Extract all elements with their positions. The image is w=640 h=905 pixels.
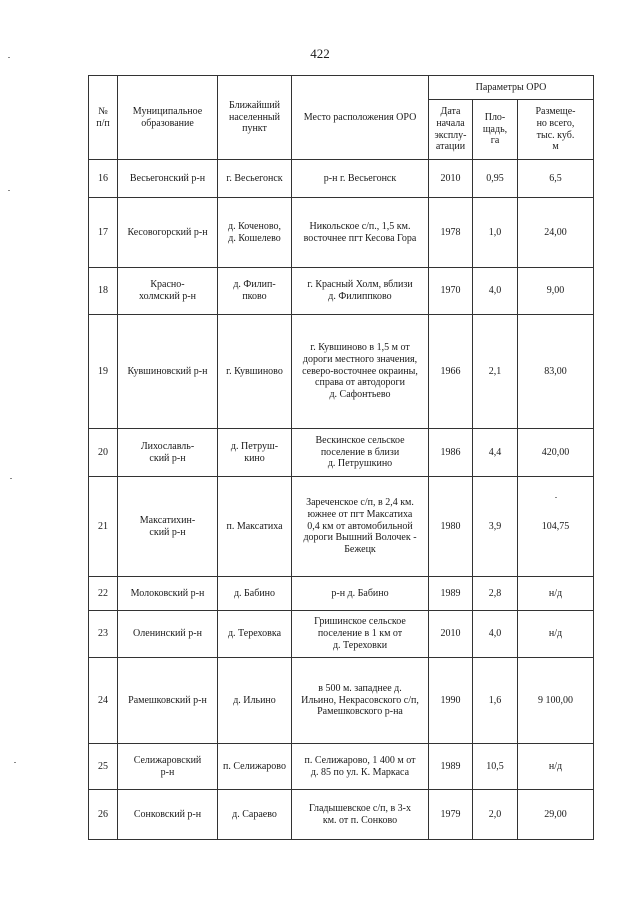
- cell-volume: н/д: [518, 611, 594, 658]
- cell-num: 18: [89, 268, 118, 315]
- cell-volume: 9,00: [518, 268, 594, 315]
- cell-year: 1989: [429, 744, 473, 790]
- scan-speck: [10, 478, 12, 479]
- cell-settlement: д. Коченово, д. Кошелево: [218, 198, 292, 268]
- cell-volume: 6,5: [518, 160, 594, 198]
- cell-num: 24: [89, 658, 118, 744]
- cell-num: 23: [89, 611, 118, 658]
- header-params-group: Параметры ОРО: [429, 76, 594, 100]
- cell-settlement: д. Бабино: [218, 577, 292, 611]
- cell-settlement: д. Тереховка: [218, 611, 292, 658]
- cell-num: 20: [89, 429, 118, 477]
- cell-volume: н/д: [518, 744, 594, 790]
- cell-area: 0,95: [473, 160, 518, 198]
- cell-municipality: Рамешковский р-н: [118, 658, 218, 744]
- cell-area: 1,6: [473, 658, 518, 744]
- cell-municipality: Сонковский р-н: [118, 790, 218, 840]
- scan-speck: [555, 497, 557, 498]
- table-row: [89, 790, 594, 840]
- table-row: [89, 160, 594, 198]
- header-settlement: Ближайший населенный пункт: [218, 76, 292, 160]
- header-num: № п/п: [89, 76, 118, 160]
- cell-year: 1980: [429, 477, 473, 577]
- cell-location: г. Красный Холм, вблизи д. Филиппково: [292, 268, 429, 315]
- cell-volume: 83,00: [518, 315, 594, 429]
- cell-location: Никольское с/п., 1,5 км. восточнее пгт Кесова Гора: [292, 198, 429, 268]
- table-body: [89, 160, 594, 840]
- table-row: [89, 577, 594, 611]
- table-header: [89, 76, 594, 160]
- cell-settlement: п. Максатиха: [218, 477, 292, 577]
- cell-year: 2010: [429, 611, 473, 658]
- cell-location: п. Селижарово, 1 400 м от д. 85 по ул. К. Маркаса: [292, 744, 429, 790]
- table-row: [89, 611, 594, 658]
- scan-speck: [14, 762, 16, 763]
- cell-num: 26: [89, 790, 118, 840]
- table-row: [89, 658, 594, 744]
- oro-table: [88, 75, 594, 840]
- cell-volume: н/д: [518, 577, 594, 611]
- cell-settlement: д. Филип- пково: [218, 268, 292, 315]
- cell-num: 22: [89, 577, 118, 611]
- cell-area: 10,5: [473, 744, 518, 790]
- table-row: [89, 198, 594, 268]
- table-row: [89, 429, 594, 477]
- cell-year: 1978: [429, 198, 473, 268]
- cell-location: р-н д. Бабино: [292, 577, 429, 611]
- cell-num: 25: [89, 744, 118, 790]
- cell-volume: 104,75: [518, 477, 594, 577]
- cell-municipality: Лихославль- ский р-н: [118, 429, 218, 477]
- scan-speck: [8, 190, 10, 191]
- cell-area: 1,0: [473, 198, 518, 268]
- cell-settlement: г. Весьегонск: [218, 160, 292, 198]
- header-area: Пло- щадь, га: [473, 100, 518, 160]
- cell-area: 2,0: [473, 790, 518, 840]
- table-row: [89, 477, 594, 577]
- cell-area: 3,9: [473, 477, 518, 577]
- cell-volume: 24,00: [518, 198, 594, 268]
- cell-location: г. Кувшиново в 1,5 м от дороги местного значения, северо-восточнее окраины, справа от автодороги д. Сафонтьево: [292, 315, 429, 429]
- cell-settlement: д. Ильино: [218, 658, 292, 744]
- header-municipality: Муниципальное образование: [118, 76, 218, 160]
- cell-municipality: Кувшиновский р-н: [118, 315, 218, 429]
- cell-location: Гришинское сельское поселение в 1 км от д. Тереховки: [292, 611, 429, 658]
- table-row: [89, 268, 594, 315]
- cell-settlement: г. Кувшиново: [218, 315, 292, 429]
- cell-year: 2010: [429, 160, 473, 198]
- cell-municipality: Молоковский р-н: [118, 577, 218, 611]
- cell-location: Зареченское с/п, в 2,4 км. южнее от пгт Максатиха 0,4 км от автомобильной дороги Вышний Волочек - Бежецк: [292, 477, 429, 577]
- cell-year: 1986: [429, 429, 473, 477]
- cell-area: 2,1: [473, 315, 518, 429]
- cell-num: 17: [89, 198, 118, 268]
- header-location: Место расположения ОРО: [292, 76, 429, 160]
- table-row: [89, 315, 594, 429]
- scan-speck: [8, 57, 10, 58]
- cell-settlement: п. Селижарово: [218, 744, 292, 790]
- cell-volume: 420,00: [518, 429, 594, 477]
- cell-municipality: Оленинский р-н: [118, 611, 218, 658]
- table-row: [89, 744, 594, 790]
- cell-municipality: Весьегонский р-н: [118, 160, 218, 198]
- cell-settlement: д. Сараево: [218, 790, 292, 840]
- cell-area: 4,4: [473, 429, 518, 477]
- cell-settlement: д. Петруш- кино: [218, 429, 292, 477]
- header-start-date: Дата начала эксплу- атации: [429, 100, 473, 160]
- cell-year: 1966: [429, 315, 473, 429]
- cell-num: 16: [89, 160, 118, 198]
- cell-volume: 29,00: [518, 790, 594, 840]
- cell-municipality: Кесовогорский р-н: [118, 198, 218, 268]
- cell-year: 1989: [429, 577, 473, 611]
- cell-num: 21: [89, 477, 118, 577]
- cell-location: р-н г. Весьегонск: [292, 160, 429, 198]
- cell-year: 1979: [429, 790, 473, 840]
- cell-location: Вескинское сельское поселение в близи д. Петрушкино: [292, 429, 429, 477]
- header-volume: Размеще- но всего, тыс. куб. м: [518, 100, 594, 160]
- cell-area: 4,0: [473, 611, 518, 658]
- cell-area: 4,0: [473, 268, 518, 315]
- cell-municipality: Селижаровский р-н: [118, 744, 218, 790]
- cell-location: Гладышевское с/п, в 3-х км. от п. Сонково: [292, 790, 429, 840]
- cell-municipality: Максатихин- ский р-н: [118, 477, 218, 577]
- cell-year: 1970: [429, 268, 473, 315]
- cell-volume: 9 100,00: [518, 658, 594, 744]
- cell-area: 2,8: [473, 577, 518, 611]
- cell-year: 1990: [429, 658, 473, 744]
- cell-location: в 500 м. западнее д. Ильино, Некрасовского с/п, Рамешковского р-на: [292, 658, 429, 744]
- cell-num: 19: [89, 315, 118, 429]
- page-number: 422: [310, 46, 330, 61]
- cell-municipality: Красно- холмский р-н: [118, 268, 218, 315]
